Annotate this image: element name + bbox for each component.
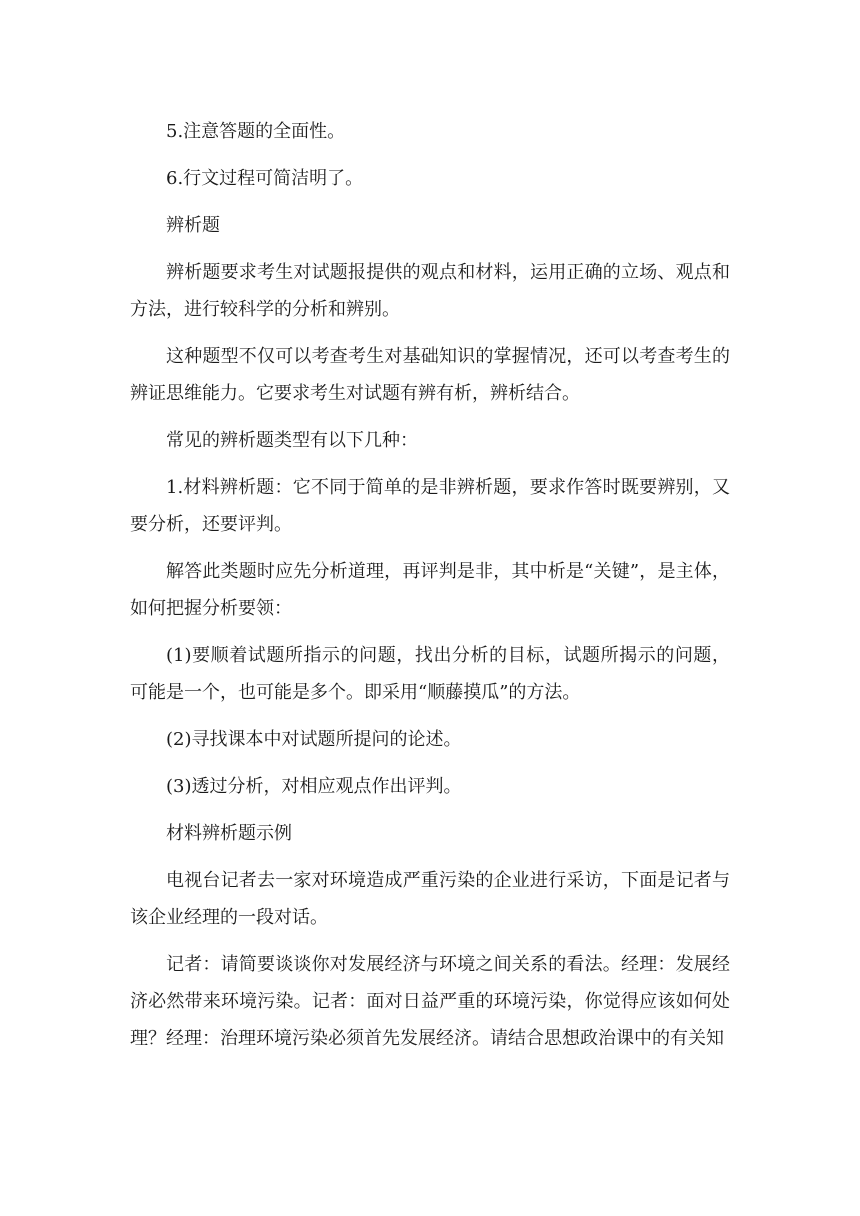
paragraph-step-1: (1)要顺着试题所指示的问题，找出分析的目标，试题所揭示的问题，可能是一个，也可能是多个。即采用“顺藤摸瓜”的方法。 — [130, 645, 730, 703]
paragraph-example-setup: 电视台记者去一家对环境造成严重污染的企业进行采访，下面是记者与该企业经理的一段对话。 — [130, 870, 730, 928]
paragraph-step-2: (2)寻找课本中对试题所提问的论述。 — [166, 729, 462, 750]
paragraph-item-6: 6.行文过程可简洁明了。 — [166, 168, 364, 189]
paragraph-types-intro: 常见的辨析题类型有以下几种： — [166, 430, 418, 451]
paragraph-definition: 辨析题要求考生对试题报提供的观点和材料，运用正确的立场、观点和方法，进行较科学的分析和辨别。 — [130, 262, 730, 320]
paragraph-type-1: 1.材料辨析题：它不同于简单的是非辨析题，要求作答时既要辨别，又要分析，还要评判。 — [130, 477, 730, 535]
document-body — [130, 113, 730, 1067]
paragraph-item-5: 5.注意答题的全面性。 — [166, 121, 346, 142]
paragraph-step-3: (3)透过分析，对相应观点作出评判。 — [166, 776, 462, 797]
paragraph-purpose: 这种题型不仅可以考查考生对基础知识的掌握情况，还可以考查考生的辨证思维能力。它要求考生对试题有辨有析，辨析结合。 — [130, 346, 730, 404]
section-heading-example: 材料辨析题示例 — [166, 823, 292, 844]
paragraph-method: 解答此类题时应先分析道理，再评判是非，其中析是“关键”，是主体，如何把握分析要领： — [130, 561, 730, 619]
section-heading-bianxi: 辨析题 — [166, 215, 220, 236]
paragraph-example-dialogue: 记者：请简要谈谈你对发展经济与环境之间关系的看法。经理：发展经济必然带来环境污染。记者：面对日益严重的环境污染，你觉得应该如何处理？经理：治理环境污染必须首先发展经济。请结合思想政治课中的有关知 — [130, 954, 730, 1049]
